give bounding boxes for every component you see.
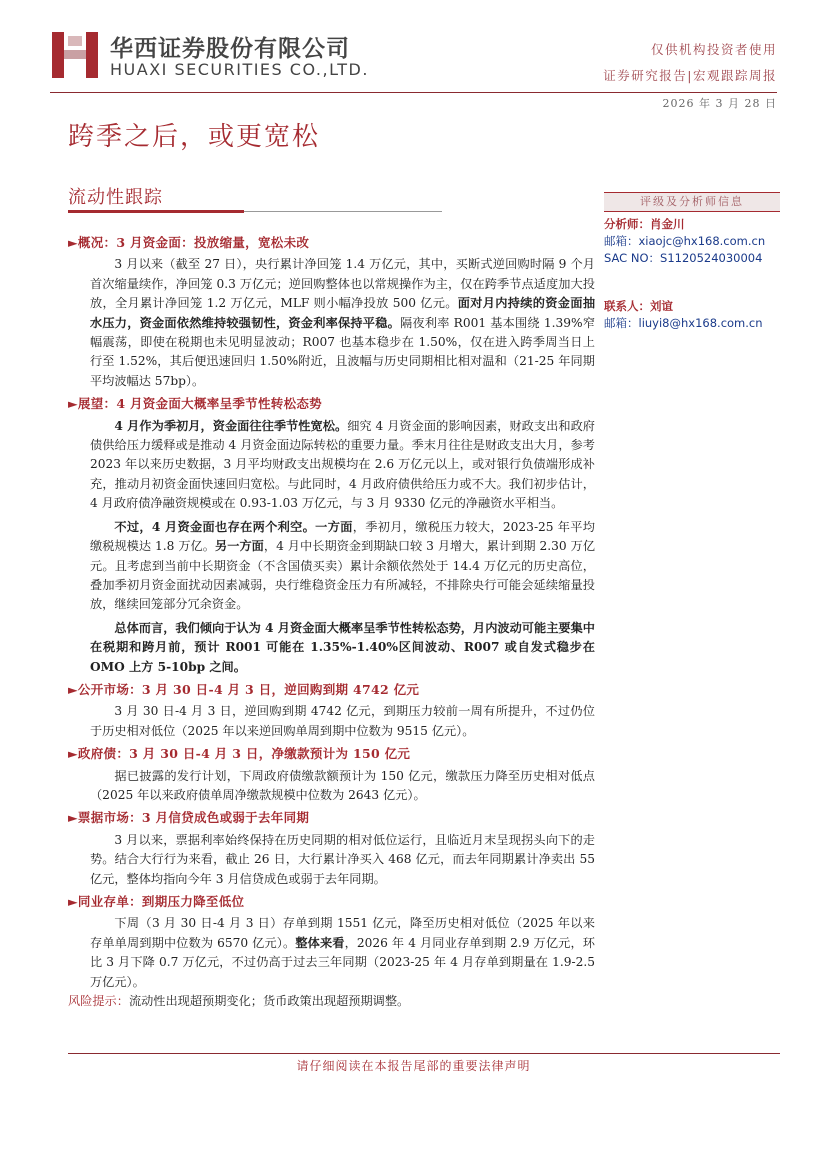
- paragraph-open-market: 3 月 30 日-4 月 3 日，逆回购到期 4742 亿元，到期压力较前一周有所提升，不过仍位于历史相对低位（2025 年以来逆回购单周到期中位数为 9515 亿元）。: [90, 704, 595, 738]
- analyst-sac-number: SAC NO：S1120524030004: [604, 251, 763, 265]
- contact-name: 联系人：刘谊: [604, 299, 673, 313]
- report-type: 证券研究报告|宏观跟踪周报: [603, 68, 777, 83]
- header-rule: [50, 92, 777, 93]
- heading-ncd: ►同业存单：到期压力降至低位: [68, 894, 245, 909]
- contact-email[interactable]: 邮箱：liuyi8@hx168.com.cn: [604, 316, 763, 330]
- paragraph-bill-market: 3 月以来，票据利率始终保持在历史同期的相对低位运行，且临近月末呈现拐头向下的走势。结合大行行为来看，截止 26 日，大行累计净买入 468 亿元，而去年同期累计净卖出 55 亿元，整体均指向今年 3 月信贷成色或弱于去年同期。: [90, 832, 595, 886]
- paragraph-outlook-2: 不过，4 月资金面也存在两个利空。一方面，季初月，缴税压力较大，2023-25 年平均缴税规模达 1.8 万亿。另一方面，4 月中长期资金到期缺口较 3 月增大，累计到期 2.30 万亿元。且考虑到当前中长期资金（不含国债买卖）累计余额依然处于 14.4 万亿元的历史高位，叠加季初月资金面扰动因素减弱，央行维稳资金压力有所减轻，不排除央行可能会延续缩量投放，继续回笼部分冗余资金。: [90, 519, 596, 612]
- heading-overview: ►概况：3 月资金面：投放缩量，宽松未改: [68, 235, 310, 250]
- section-underline-gray: [244, 211, 442, 212]
- legal-notice: 请仔细阅读在本报告尾部的重要法律声明: [296, 1059, 531, 1073]
- heading-government-bonds: ►政府债：3 月 30 日-4 月 3 日，净缴款预计为 150 亿元: [68, 746, 411, 762]
- report-title: 跨季之后，或更宽松: [68, 122, 321, 152]
- section-underline: [68, 210, 244, 213]
- paragraph-outlook-summary: 总体而言，我们倾向于认为 4 月资金面大概率呈季节性转松态势，月内波动可能主要集中在税期和跨月前，预计 R001 可能在 1.35%-1.40%区间波动、R007 或自发式稳步在 OMO 上方 5-10bp 之间。: [90, 620, 595, 674]
- analyst-name: 分析师：肖金川: [604, 217, 685, 231]
- section-title: 流动性跟踪: [68, 187, 163, 208]
- huaxi-logo-icon: [50, 30, 100, 80]
- paragraph-government-bonds: 据已披露的发行计划，下周政府债缴款额预计为 150 亿元，缴款压力降至历史相对低点（2025 年以来政府债单周净缴款规模中位数为 2643 亿元）。: [90, 768, 595, 802]
- report-body: [68, 230, 596, 1011]
- audience-note: 仅供机构投资者使用: [650, 42, 777, 57]
- paragraph-ncd: 下周（3 月 30 日-4 月 3 日）存单到期 1551 亿元，降至历史相对低位（2025 年以来存单单周到期中位数为 6570 亿元）。整体来看，2026 年 4 月同业存单到期 2.9 万亿元，环比 3 月下降 0.7 万亿元，不过仍高于过去三年同期（2023-25 年 4 月存单到期量在 1.9-2.5 万亿元）。: [90, 916, 595, 989]
- paragraph-overview: 3 月以来（截至 27 日），央行累计净回笼 1.4 万亿元，其中，买断式逆回购时隔 9 个月首次缩量续作，净回笼 0.3 万亿元；逆回购整体也以常规操作为主，仅在跨季节点适度加大投放，全月累计净回笼 1.2 万亿元，MLF 则小幅净投放 500 亿元。面对月内持续的资金面抽水压力，资金面依然维持较强韧性，资金利率保持平稳。隔夜利率 R001 基本围绕 1.39%窄幅震荡，即使在税期也未见明显波动；R007 也基本稳步在 1.50%，仅在进入跨季周当日上行至 1.52%，其后便迅速回归 1.50%附近，且波幅与历史同期相比相对温和（21-25 年同期平均波幅达 57bp）。: [90, 257, 596, 388]
- footer-rule: [68, 1053, 780, 1054]
- heading-bill-market: ►票据市场：3 月信贷成色或弱于去年同期: [68, 810, 310, 826]
- report-date: 2026 年 3 月 28 日: [662, 97, 777, 110]
- heading-outlook: ►展望：4 月资金面大概率呈季节性转松态势: [68, 396, 322, 412]
- company-name-en: HUAXI SECURITIES CO.,LTD.: [110, 60, 369, 79]
- analyst-info-heading: 评级及分析师信息: [604, 192, 780, 212]
- paragraph-outlook-1: 4 月作为季初月，资金面往往季节性宽松。细究 4 月资金面的影响因素，财政支出和政府债供给压力缓释或是推动 4 月资金面边际转松的重要力量。季末月往往是财政支出大月，参考 2023 年以来历史数据，3 月平均财政支出规模均在 2.6 万亿元以上，或对银行负债端形成补充，推动月初资金面快速回归宽松。与此同时，4 月政府债供给压力或不大。我们初步估计，4 月政府债净融资规模或在 0.93-1.03 万亿元，与 3 月 9330 亿元的净融资水平相当。: [90, 418, 595, 511]
- risk-warning: 风险提示：流动性出现超预期变化；货币政策出现超预期调整。: [68, 994, 410, 1009]
- analyst-email[interactable]: 邮箱：xiaojc@hx168.com.cn: [604, 234, 766, 248]
- heading-open-market: ►公开市场：3 月 30 日-4 月 3 日，逆回购到期 4742 亿元: [68, 681, 420, 697]
- company-name-cn: 华西证券股份有限公司: [110, 36, 350, 62]
